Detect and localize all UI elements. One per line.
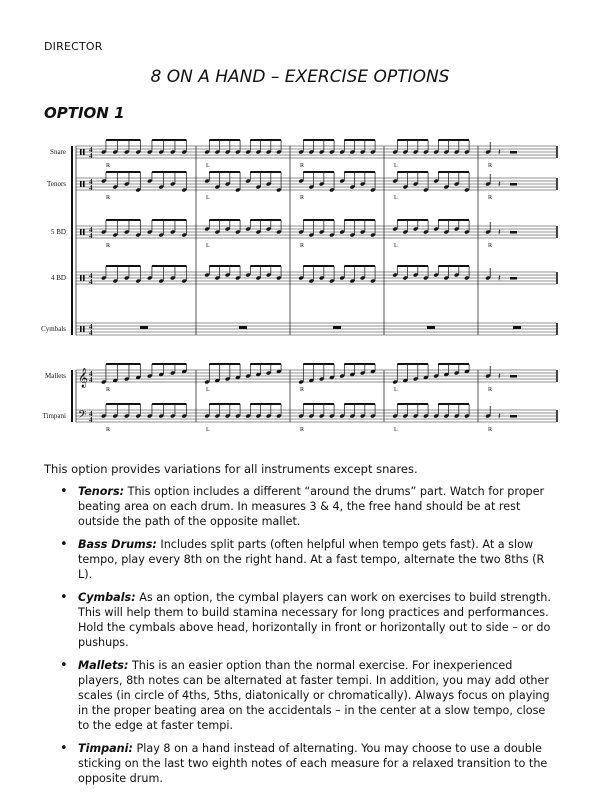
sticking-label: R bbox=[488, 243, 493, 249]
note-text: As an option, the cymbal players can work on exercises to build strength. This will help them to build stamina necessary for long practices and performances. Hold the cymbals above head, horizontally in front or horizontally out to side – or do pushups. bbox=[78, 591, 551, 649]
time-signature: 4 bbox=[89, 376, 93, 384]
note-term: Cymbals: bbox=[78, 591, 136, 604]
music-score bbox=[0, 130, 600, 450]
staff-name: Snare bbox=[50, 148, 66, 156]
half-rest-icon bbox=[510, 183, 517, 186]
quarter-rest-icon: 𝄽 bbox=[498, 371, 501, 381]
percussion-clef-icon bbox=[83, 149, 85, 155]
percussion-clef-icon bbox=[83, 229, 85, 235]
staff-name: 5 BD bbox=[51, 228, 66, 236]
half-rest-icon bbox=[510, 415, 517, 418]
sticking-label: R bbox=[488, 387, 493, 393]
percussion-clef-icon bbox=[80, 275, 82, 281]
note-text: Play 8 on a hand instead of alternating. You may choose to use a double sticking on the last two eighth notes of each measure for a relaxed transition to the opposite drum. bbox=[78, 742, 548, 785]
quarter-rest-icon: 𝄽 bbox=[498, 179, 501, 189]
sticking-label: L bbox=[394, 387, 398, 393]
quarter-rest-icon: 𝄽 bbox=[498, 411, 501, 421]
bullet-icon: • bbox=[60, 484, 68, 499]
sticking-label: R bbox=[106, 243, 111, 249]
staff-name: Tenors bbox=[47, 180, 66, 188]
sticking-label: L bbox=[206, 195, 210, 201]
sticking-label: L bbox=[394, 243, 398, 249]
sticking-label: R bbox=[300, 195, 305, 201]
note-item bbox=[58, 658, 558, 733]
percussion-clef-icon bbox=[80, 181, 82, 187]
page-title: 8 ON A HAND – EXERCISE OPTIONS bbox=[150, 67, 450, 87]
note-item bbox=[58, 741, 558, 786]
time-signature: 4 bbox=[89, 323, 93, 331]
note-item bbox=[58, 537, 558, 582]
percussion-clef-icon bbox=[83, 181, 85, 187]
note-item bbox=[58, 590, 558, 650]
sticking-label: R bbox=[300, 243, 305, 249]
time-signature: 4 bbox=[89, 152, 93, 160]
note-text: This option includes a different “around the drums” part. Watch for proper beating area on each drum. In measures 3 & 4, the free hand should be at rest outside the path of the opposite mallet. bbox=[78, 485, 545, 528]
time-signature: 4 bbox=[89, 329, 93, 337]
header-label: DIRECTOR bbox=[44, 40, 103, 53]
bullet-icon: • bbox=[60, 741, 68, 756]
treble-clef-icon: 𝄞 bbox=[78, 368, 89, 388]
whole-rest-icon bbox=[333, 326, 341, 329]
bullet-icon: • bbox=[60, 537, 68, 552]
staff-name: Timpani bbox=[42, 412, 66, 420]
time-signature: 4 bbox=[89, 178, 93, 186]
sticking-label: R bbox=[106, 427, 111, 433]
time-signature: 4 bbox=[89, 232, 93, 240]
time-signature: 4 bbox=[89, 184, 93, 192]
sticking-label: L bbox=[394, 427, 398, 433]
time-signature: 4 bbox=[89, 410, 93, 418]
time-signature: 4 bbox=[89, 272, 93, 280]
whole-rest-icon bbox=[427, 326, 435, 329]
quarter-rest-icon: 𝄽 bbox=[498, 227, 501, 237]
sticking-label: L bbox=[206, 387, 210, 393]
half-rest-icon bbox=[510, 375, 517, 378]
sticking-label: R bbox=[488, 195, 493, 201]
sticking-label: L bbox=[394, 163, 398, 169]
intro-text: This option provides variations for all instruments except snares. bbox=[44, 462, 418, 476]
half-rest-icon bbox=[510, 277, 517, 280]
percussion-clef-icon bbox=[80, 326, 82, 332]
whole-rest-icon bbox=[513, 326, 521, 329]
time-signature: 4 bbox=[89, 416, 93, 424]
note-term: Mallets: bbox=[78, 659, 129, 672]
whole-rest-icon bbox=[140, 326, 148, 329]
staff-name: Mallets bbox=[45, 372, 66, 380]
percussion-clef-icon bbox=[80, 229, 82, 235]
sticking-label: R bbox=[488, 163, 493, 169]
sticking-label: L bbox=[206, 243, 210, 249]
time-signature: 4 bbox=[89, 146, 93, 154]
note-term: Timpani: bbox=[78, 742, 133, 755]
time-signature: 4 bbox=[89, 370, 93, 378]
sticking-label: L bbox=[394, 195, 398, 201]
bullet-icon: • bbox=[60, 590, 68, 605]
half-rest-icon bbox=[510, 151, 517, 154]
note-term: Bass Drums: bbox=[78, 538, 157, 551]
time-signature: 4 bbox=[89, 226, 93, 234]
time-signature: 4 bbox=[89, 278, 93, 286]
note-text: This is an easier option than the normal exercise. For inexperienced players, 8th notes can be alternated at faster tempi. In addition, you may add other scales (in circle of 4ths, 5ths, diatonically or chromatically). Always focus on playing in the proper beating area on the accidentals – in the center at a slow tempo, close to the edge at faster tempi. bbox=[78, 659, 550, 732]
section-heading: OPTION 1 bbox=[44, 104, 125, 122]
percussion-clef-icon bbox=[80, 149, 82, 155]
quarter-rest-icon: 𝄽 bbox=[498, 147, 501, 157]
half-rest-icon bbox=[510, 231, 517, 234]
bass-clef-icon: 𝄢 bbox=[78, 409, 87, 424]
staff-name: Cymbals bbox=[41, 325, 66, 333]
sticking-label: R bbox=[300, 163, 305, 169]
staff-name: 4 BD bbox=[51, 274, 66, 282]
bullet-icon: • bbox=[60, 658, 68, 673]
quarter-rest-icon: 𝄽 bbox=[498, 273, 501, 283]
percussion-clef-icon bbox=[83, 326, 85, 332]
sticking-label: R bbox=[488, 427, 493, 433]
sticking-label: R bbox=[300, 427, 305, 433]
sticking-label: L bbox=[206, 163, 210, 169]
note-term: Tenors: bbox=[78, 485, 125, 498]
percussion-clef-icon bbox=[83, 275, 85, 281]
note-text: Includes split parts (often helpful when tempo gets fast). At a slow tempo, play every 8th on the right hand. At a fast tempo, alternate the two 8ths (R L). bbox=[78, 538, 545, 581]
whole-rest-icon bbox=[239, 326, 247, 329]
sticking-label: L bbox=[206, 427, 210, 433]
note-item bbox=[58, 484, 558, 529]
sticking-label: R bbox=[106, 163, 111, 169]
sticking-label: R bbox=[300, 387, 305, 393]
sticking-label: R bbox=[106, 387, 111, 393]
sticking-label: R bbox=[106, 195, 111, 201]
instrument-notes-list bbox=[58, 484, 558, 794]
